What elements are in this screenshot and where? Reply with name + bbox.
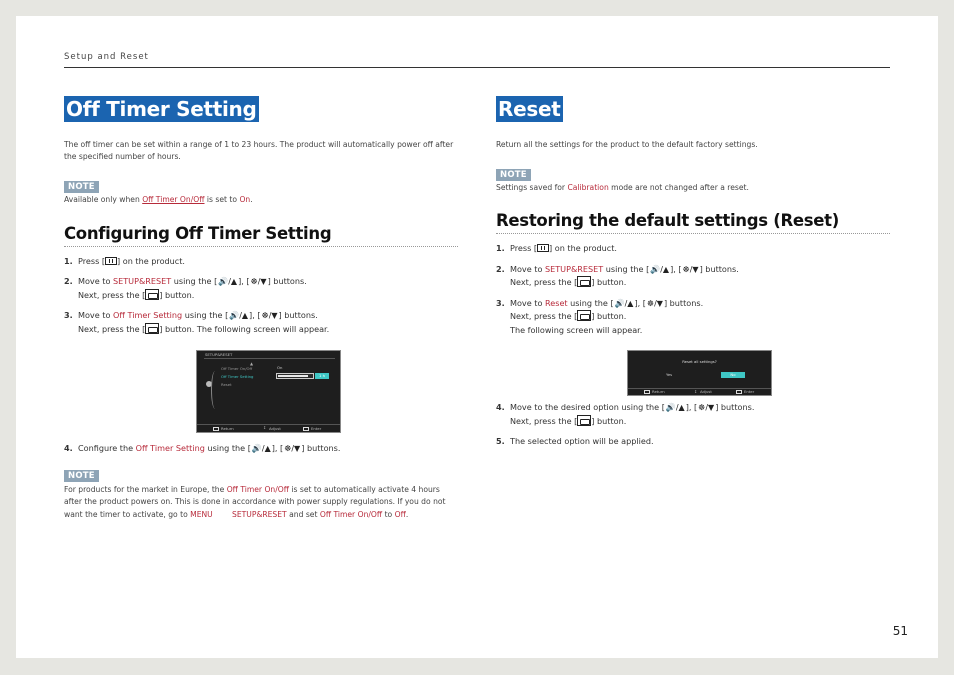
menu-button-icon [105, 257, 117, 265]
off-timer-on-off-link[interactable]: Off Timer On/Off [142, 195, 205, 204]
reset-intro: Return all the settings for the product to the default factory settings. [496, 140, 758, 149]
enter-icon [736, 390, 742, 394]
configuring-section-title: Configuring Off Timer Setting [64, 223, 458, 247]
return-icon [644, 390, 650, 394]
volume-up-icon: 🔊/▲ [229, 311, 249, 320]
reset-step-3: 3. Move to Reset using the [🔊/▲], [☸/▼] buttons. Next, press the [ ] button. The following screen will appear. [496, 297, 704, 335]
enter-button-icon [577, 310, 591, 321]
header-rule [64, 67, 890, 68]
enter-button-icon [145, 289, 159, 300]
adjust-icon: ↕ [694, 389, 698, 394]
volume-up-icon: 🔊/▲ [650, 264, 670, 274]
reset-step-4: 4. Move to the desired option using the [🔊/▲], [☸/▼] buttons. Next, press the [ ] button. [496, 402, 755, 426]
brightness-down-icon: ☸/▼ [682, 264, 699, 274]
note-block [64, 174, 458, 206]
off-timer-lower [64, 442, 458, 521]
volume-up-icon: 🔊/▲ [665, 403, 685, 412]
adjust-icon: ↕ [263, 425, 267, 430]
screen-option-yes: Yes [666, 372, 673, 377]
reset-note-text: Settings saved for Calibration mode are not changed after a reset. [496, 182, 749, 192]
reset-screen-footer: Return ↕ Adjust Enter [628, 388, 771, 395]
menu-button-icon [537, 244, 549, 252]
note-badge: NOTE [64, 470, 99, 482]
configuring-steps [64, 255, 458, 337]
reset-step-1: 1. Press [ ] on the product. [496, 243, 617, 253]
europe-note-text: For products for the market in Europe, the Off Timer On/Off is set to automatically activate 4 hours after the product powers on. This is done in accordance with power supply regulations. If you do not want the timer to activate, go to MENU SETUP&RESET and set Off Timer On/Off to Off. [64, 484, 446, 519]
screen-footer: Return ↕ Adjust Enter [197, 424, 340, 432]
note-badge: NOTE [496, 169, 531, 181]
note-block-2 [64, 463, 458, 522]
screen-item-reset: Reset [221, 382, 232, 387]
note-text: Available only when Off Timer On/Off is set to On. [64, 195, 253, 204]
reset-step-2: 2. Move to SETUP&RESET using the [🔊/▲], [☸/▼] buttons. Next, press the [ ] button. [496, 263, 739, 287]
enter-icon [303, 427, 309, 431]
reset-column [496, 96, 890, 344]
volume-up-icon: 🔊/▲ [218, 277, 238, 286]
screen-slider [276, 373, 314, 379]
brightness-down-icon: ☸/▼ [646, 298, 663, 308]
off-timer-title: Off Timer Setting [66, 97, 257, 121]
page-number: 51 [892, 624, 908, 638]
reset-screen-mockup [627, 350, 772, 396]
step-3: 3. Move to Off Timer Setting using the [🔊/▲], [☸/▼] buttons. Next, press the [ ] button. The following screen will appear. [64, 310, 330, 334]
running-header: Setup and Reset [64, 52, 149, 62]
step-1: 1. Press [ ] on the product. [64, 255, 185, 266]
brightness-down-icon: ☸/▼ [698, 403, 715, 412]
screen-option-no: No [721, 372, 745, 378]
step-2: 2. Move to SETUP&RESET using the [🔊/▲], [☸/▼] buttons. Next, press the [ ] button. [64, 276, 307, 300]
scroll-up-icon: ▲ [250, 361, 254, 366]
volume-up-icon: 🔊/▲ [251, 444, 271, 453]
reset-lower [496, 401, 890, 456]
off-timer-column [64, 96, 458, 343]
enter-button-icon [577, 276, 591, 287]
screen-slider-fill [278, 375, 308, 377]
reset-note-block [496, 162, 890, 194]
volume-up-icon: 🔊/▲ [614, 298, 634, 308]
enter-button-icon [145, 323, 159, 334]
reset-title: Reset [498, 97, 561, 121]
reset-step-5: 5. The selected option will be applied. [496, 436, 654, 446]
menu-arc [211, 371, 219, 409]
note-badge: NOTE [64, 181, 99, 193]
off-timer-intro: The off timer can be set within a range of 1 to 23 hours. The product will automatically power off after the specified number of hours. [64, 140, 454, 161]
screen-value-on: On [277, 365, 283, 370]
enter-button-icon [577, 415, 591, 426]
restoring-section-title: Restoring the default settings (Reset) [496, 210, 890, 234]
screen-slider-value: 1 h [315, 373, 329, 379]
reset-steps [496, 242, 890, 337]
screen-item-off-timer-setting: Off Timer Setting [221, 374, 254, 379]
brightness-down-icon: ☸/▼ [284, 444, 301, 453]
brightness-down-icon: ☸/▼ [261, 311, 278, 320]
screen-item-off-timer-on-off: Off Timer On/Off [221, 366, 253, 371]
off-timer-screen-mockup [196, 350, 341, 433]
manual-page [16, 16, 938, 658]
step-4: 4. Configure the Off Timer Setting using the [🔊/▲], [☸/▼] buttons. [64, 443, 341, 453]
brightness-down-icon: ☸/▼ [250, 277, 267, 286]
reset-question: Reset all settings? [682, 359, 717, 364]
return-icon [213, 427, 219, 431]
screen-menu-header: SETUP&RESET [205, 352, 233, 357]
